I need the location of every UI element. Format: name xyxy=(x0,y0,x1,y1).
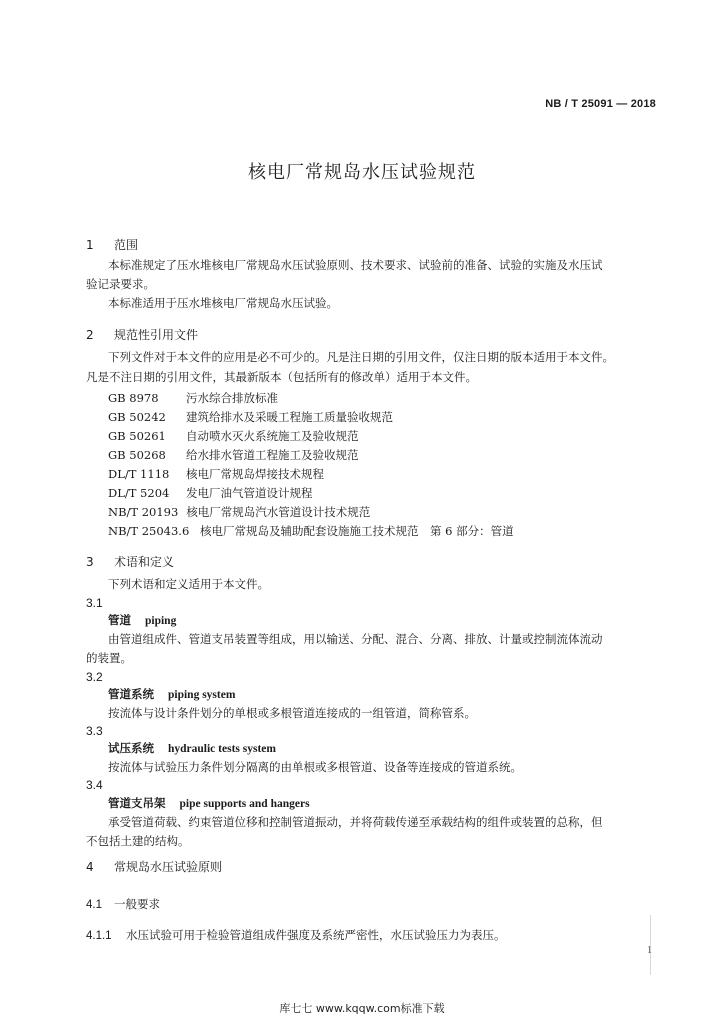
reference-code: GB 50268 xyxy=(108,448,166,462)
reference-title: 污水综合排放标准 xyxy=(186,391,278,405)
clause-text: 水压试验可用于检验管道组成件强度及系统严密性，水压试验压力为表压。 xyxy=(126,928,506,942)
reference-code: GB 50242 xyxy=(108,410,166,424)
term-number: 3.2 xyxy=(86,670,103,684)
reference-title: 核电厂常规岛焊接技术规程 xyxy=(186,467,324,481)
section-number: 4 xyxy=(86,860,94,874)
subsection-title: 一般要求 xyxy=(114,897,160,911)
term-en: hydraulic tests system xyxy=(168,743,276,755)
section-number: 3 xyxy=(86,555,94,569)
paragraph-line: 下列术语和定义适用于本文件。 xyxy=(108,577,269,591)
reference-title: 自动喷水灭火系统施工及验收规范 xyxy=(186,429,359,443)
subsection-heading xyxy=(86,896,160,912)
term-zh: 管道支吊架 xyxy=(108,796,166,810)
paragraph-line: 本标准适用于压水堆核电厂常规岛水压试验。 xyxy=(108,296,338,310)
reference-title: 建筑给排水及采暖工程施工质量验收规范 xyxy=(186,410,393,424)
reference-item xyxy=(108,485,313,501)
reference-code: DL/T 1118 xyxy=(108,467,170,481)
reference-code: DL/T 5204 xyxy=(108,486,170,500)
term-definition: 按流体与试验压力条件划分隔离的由单根或多根管道、设备等连接成的管道系统。 xyxy=(108,760,522,774)
term-en: piping system xyxy=(168,689,236,701)
term-number: 3.3 xyxy=(86,724,103,738)
reference-title: 发电厂油气管道设计规程 xyxy=(186,486,313,500)
reference-code: NB/T 20193 xyxy=(108,505,179,519)
section-2-heading xyxy=(86,326,198,343)
reference-item xyxy=(108,409,393,425)
paragraph-line: 验记录要求。 xyxy=(86,277,155,291)
paragraph-line: 凡是不注日期的引用文件，其最新版本（包括所有的修改单）适用于本文件。 xyxy=(86,370,477,384)
term-number: 3.4 xyxy=(86,778,103,792)
paragraph-line: 本标准规定了压水堆核电厂常规岛水压试验原则、技术要求、试验前的准备、试验的实施及水压试 xyxy=(108,258,603,272)
term-heading xyxy=(108,795,310,811)
reference-item xyxy=(108,428,359,444)
term-number: 3.1 xyxy=(86,596,103,610)
term-definition: 承受管道荷载、约束管道位移和控制管道振动，并将荷载传递至承载结构的组件或装置的总称，但 xyxy=(108,815,603,829)
term-zh: 试压系统 xyxy=(108,741,154,755)
term-definition: 的装置。 xyxy=(86,651,132,665)
document-title: 核电厂常规岛水压试验规范 xyxy=(248,162,476,183)
section-3-heading xyxy=(86,553,174,570)
reference-item xyxy=(108,447,359,463)
clause xyxy=(86,927,506,943)
term-definition: 不包括土建的结构。 xyxy=(86,834,190,848)
reference-item xyxy=(108,523,514,539)
reference-title: 核电厂常规岛汽水管道设计技术规范 xyxy=(186,505,371,519)
reference-code: GB 8978 xyxy=(108,391,159,405)
reference-item xyxy=(108,466,324,482)
term-heading xyxy=(108,686,235,702)
term-en: pipe supports and hangers xyxy=(179,798,310,810)
reference-code: GB 50261 xyxy=(108,429,166,443)
term-zh: 管道 xyxy=(108,613,131,627)
reference-code: NB/T 25043.6 xyxy=(108,524,190,538)
reference-title: 核电厂常规岛及辅助配套设施施工技术规范 第 6 部分：管道 xyxy=(200,524,514,538)
section-title: 术语和定义 xyxy=(114,555,175,569)
paragraph-line: 下列文件对于本文件的应用是必不可少的。凡是注日期的引用文件，仅注日期的版本适用于本文件。 xyxy=(108,350,614,364)
section-1-heading xyxy=(86,236,138,253)
section-title: 范围 xyxy=(114,238,139,252)
section-number: 2 xyxy=(86,328,94,342)
section-title: 常规岛水压试验原则 xyxy=(114,860,223,874)
term-heading xyxy=(108,612,176,628)
term-definition: 按流体与设计条件划分的单根或多根管道连接成的一组管道，简称管系。 xyxy=(108,706,476,720)
clause-number: 4.1.1 xyxy=(86,930,112,942)
term-heading xyxy=(108,740,276,756)
reference-item xyxy=(108,504,370,520)
term-definition: 由管道组成件、管道支吊装置等组成，用以输送、分配、混合、分离、排放、计量或控制流体流动 xyxy=(108,632,603,646)
term-en: piping xyxy=(145,615,177,627)
reference-item xyxy=(108,390,278,406)
standard-number: NB / T 25091 — 2018 xyxy=(545,98,656,110)
term-zh: 管道系统 xyxy=(108,687,154,701)
reference-title: 给水排水管道工程施工及验收规范 xyxy=(186,448,359,462)
footer-watermark: 库七七 www.kqqw.com标准下载 xyxy=(279,1002,445,1015)
section-title: 规范性引用文件 xyxy=(114,328,199,342)
subsection-number: 4.1 xyxy=(86,899,102,911)
section-4-heading xyxy=(86,858,222,875)
section-number: 1 xyxy=(86,238,94,252)
page-number: 1 xyxy=(647,945,652,956)
